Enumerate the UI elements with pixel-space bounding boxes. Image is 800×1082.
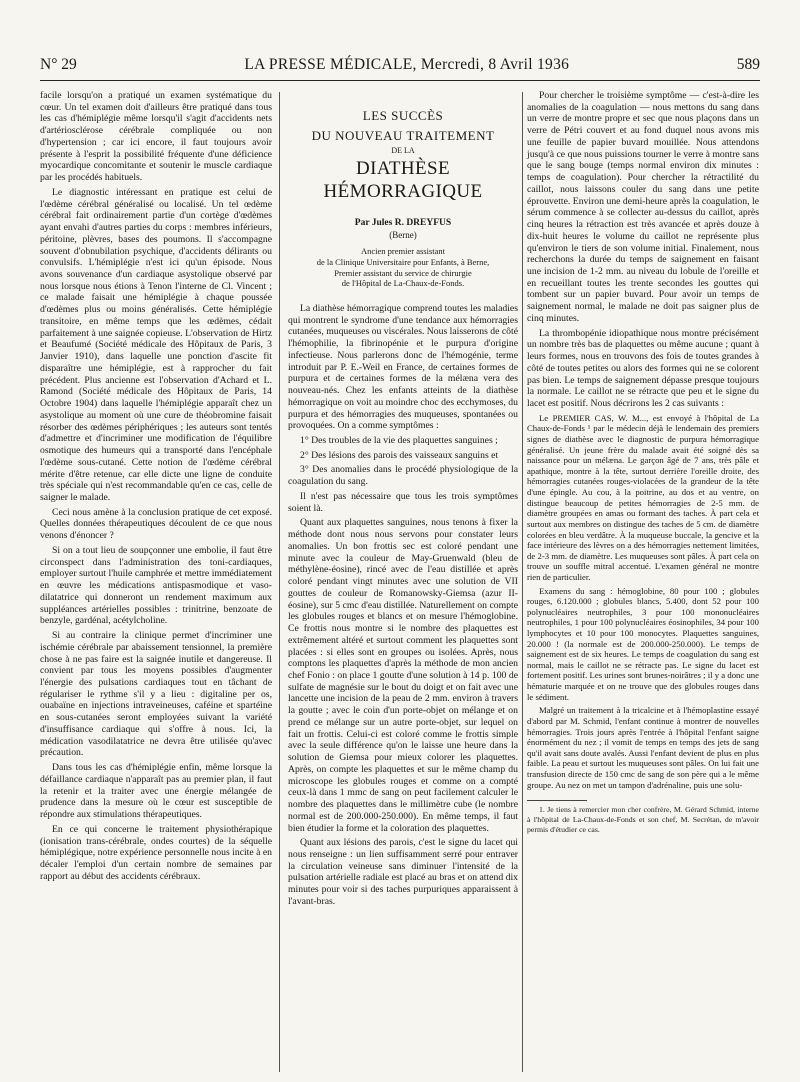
paragraph: Il n'est pas nécessaire que tous les trois symptômes soient là. [288,490,518,514]
paragraph: Si au contraire la clinique permet d'incriminer une ischémie cérébrale par abaissement tensionnel, la première chose à ne pas faire est la saignée inutile et dangereuse. Il convient par tous les moyens possibles d'augmenter l'énergie des pulsations cardiaques tout en tâchant de régulariser le rythme s'il y a lieu : digitaline per os, ouabaïne en injections intraveineuses, caféine et spartéine en sous-cutanées seront employées suivant la variété d'insuffisance cardiaque qui s'offre à nous. Ici, la médication vasodilatatrice ne devra être utilisée qu'avec précaution. [40,630,272,759]
column-divider [279,92,280,1072]
author-byline: Par Jules R. DREYFUS [354,218,452,229]
paragraph: Dans tous les cas d'hémiplégie enfin, même lorsque la défaillance cardiaque n'apparaît pas au premier plan, il faut la retenir et la traiter avec une énergie mélangée de prudence dans la mesure où le cœur est susceptible de répondre aux stimulations thérapeutiques. [40,762,272,821]
paragraph: Quant aux lésions des parois, c'est le signe du lacet qui nous renseigne : un lien suffisamment serré pour entraver la circulation veineuse sans diminuer l'intensité de la pulsation artérielle radiale est placé au bras et on attend dix minutes pour voir si des taches purpuriques apparaissent à l'avant-bras. [288,837,518,907]
credential-line: de la Clinique Universitaire pour Enfants, à Berne, [316,257,490,268]
title-line: DE LA [391,146,415,156]
credential-line: Premier assistant du service de chirurgie [334,267,472,278]
issue-number: N° 29 [40,56,77,73]
paragraph: Ceci nous amène à la conclusion pratique de cet exposé. Quelles données thérapeutiques découlent de ce que nous venons d'énoncer ? [40,506,272,542]
paragraph: 2° Des lésions des parois des vaisseaux sanguins et [300,449,499,461]
paragraph: Pour chercher le troisième symptôme — c'est-à-dire les anomalies de la coagulation — nous mettons du sang dans un verre de montre propre et sec que nous plaçons dans un verre de Pétri couvert et au fond duquel nous avons mis une feuille de papier buvard mouillée. Nous attendons jusqu'à ce que nous puissions tourner le verre à montre sans que le sang bouge (temps normal environ dix minutes : temps de coagulation). Pour chercher la rétractilité du caillot, nous laissons couler du sang dans une petite éprouvette. Environ une demi-heure après la coagulation, le sérum commence à se collecter au-dessus du caillot, après cinq heures la rétraction est très avancée et après douze à dix-huit heures le volume du caillot ne représente plus qu'environ le tiers de son volume initial. Finalement, nous recherchons la durée du temps de saignement en faisant une incision de 1-2 mm. au niveau du lobule de l'oreille et en recueillant toutes les trente secondes les gouttes qui tombent sur un papier buvard. Pour avoir un temps de saignement normal, le malade ne doit pas saigner plus de cinq minutes. [527,90,759,324]
paragraph: Si on a tout lieu de soupçonner une embolie, il faut être circonspect dans l'administration des toni-cardiaques, employer surtout l'huile camphrée et mettre immédiatement en œuvre les médications antispasmodique et vaso-dilatatrice qui donneront un rendement maximum aux suppléances artérielles possibles : trinitrine, benzoate de benzyle, gardénal, acétylcholine. [40,544,272,627]
paragraph: 1° Des troubles de la vie des plaquettes sanguines ; [300,435,498,447]
journal-title: LA PRESSE MÉDICALE, Mercredi, 8 Avril 1936 [244,56,570,73]
page-number: 589 [736,56,760,73]
author-city: (Berne) [389,229,417,240]
credential-line: Ancien premier assistant [360,246,446,257]
case-report [527,413,759,790]
title-line: LES SUCCÈS [362,108,444,123]
paragraph: La diathèse hémorragique comprend toutes les maladies qui montrent le syndrome d'une tendance aux hémorragies cutanées, muqueuses ou viscérales. Nous laisserons de côté l'hémophilie, la fibrinopénie et le purpura d'origine infectieuse. Nous parlerons donc de l'hémogénie, terme introduit par P. E.-Weil en France, de certaines formes de purpura et de certaines formes de la mélæna vera des nouveau-nés. Chez les enfants atteints de la diathèse hémorragique on voit au moindre choc des ecchymoses, du purpura et des hémorragies des muqueuses, spontanées ou provoquées. On a comme symptômes : [288,302,519,432]
paragraph: Quant aux plaquettes sanguines, nous tenons à fixer la méthode dont nous nous servons pour constater leurs anomalies. Un bon frottis sec est coloré pendant une minute avec la couleur de May-Gruenwald (bleu de méthylène-éosine), rincé avec de l'eau distillée et après coloré pendant vingt minutes avec une solution de VII gouttes de couleur de Romanowsky-Giemsa (azur II-éosine), sur 5 cmc d'eau distillée. Naturellement on compte les globules rouges et blancs et on mesure l'hémoglobine. Ce frottis nous montre si le nombre des plaquettes est extrêmement altéré et surtout comment les plaquettes sont placées : si elles sont en groupes ou isolées. Après, nous comptons les plaquettes d'après la méthode de mon ancien chef Fonio : on place 1 goutte d'une solution à 14 p. 100 de sulfate de magnésie sur le bout du doigt et on fait avec une lancette une incision de la peau de 2 mm. environ à travers la goutte ; avec le coin d'un porte-objet on mélange et on prend ce mélange sur un autre porte-objet, sur lequel on fait un frottis. Celui-ci est coloré comme le frottis simple avec la seule différence qu'on le laisse une heure dans la solution de Giemsa pour mieux colorer les plaquettes. Après, on compte les plaquettes et sur le même champ du microscope les globules rouges et comme on a compté ceux-là dans 1 mmc de sang on peut facilement calculer le nombre des plaquettes dans le millimètre cube (le nombre normal est de 200.000-250.000). En même temps, il faut bien étudier la forme et la coloration des plaquettes. [288,517,518,834]
page-header [40,50,760,81]
column-divider [522,92,523,1072]
column-left [40,90,272,885]
paragraph: La thrombopénie idiopathique nous montre précisément un nombre très bas de plaquettes ou même aucune ; quant à leurs formes, nous en trouvons des fois de toutes grandes à côté de toutes petites ou alors des formes qui ne se colorent pas bien. Le temps de saignement dépasse presque toujours la normale. Le caillot ne se rétracte que peu et le signe du lacet est positif. Nous décrirons les 2 cas suivants : [527,327,759,410]
paragraph: Le PREMIER CAS, W. M..., est envoyé à l'hôpital de La Chaux-de-Fonds ¹ par le médecin déjà le lendemain des premiers signes de diathèse avec le diagnostic de purpura hémorragique généralisé. Un jeune frère du malade avait été soigné dès sa naissance pour un mélæna. Le garçon âgé de 7 ans, très pâle et apathique, montre à la tête, surtout derrière l'oreille droite, des hémorragies cutanées rouges-violacées de la grandeur de la tête d'une épingle. Au cou, à la poitrine, au dos et au ventre, on distingue beaucoup de petites hémorragies de 2-5 mm. de diamètre groupées en amas ou formant des taches. À part cela et surtout aux membres on distingue des taches de 5 cm. de diamètre colorées en bleu verdâtre. À la muqueuse buccale, la gencive et la face intérieure des lèvres on a des hémorragies nettement limitées, de 2-3 mm. de diamètre. Les muqueuses sont pâles. À part cela on trouve un souffle mitral accentué. L'examen général ne montre rien de particulier. [527,412,759,582]
paragraph: Examens du sang : hémoglobine, 80 pour 100 ; globules rouges, 6.120.000 ; globules blancs, 5.400, dont 52 pour 100 polynucléaires neutrophiles, 3 pour 100 mononucléaires neutrophiles, 1 pour 100 polynucléaires éosinophiles, 34 pour 100 lymphocytes et 10 pour 100 monocytes. Plaquettes sanguines, 20.000 ! (la normale est de 200.000-250.000). Le temps de saignement est de six heures. Le temps de coagulation du sang est normal, mais le caillot ne se rétracte pas. Le signe du lacet est fortement positif. Les urines sont brunes-noirâtres ; il y a donc une hématurie marquée et on ne trouve que des globules rouges dans le sédiment. [527,585,759,702]
paragraph: 3° Des anomalies dans le procédé physiologique de la coagulation du sang. [288,464,518,488]
column-center [288,90,518,911]
paragraph: Malgré un traitement à la tricalcine et à l'hémoplastine essayé d'abord par M. Schmid, l'enfant continue à montrer de nouvelles hémorragies. Trois jours après l'entrée à l'hôpital l'enfant saigne énormément du nez ; il vomit de temps en temps des jets de sang qu'il avait sans doute avalés. Aussi l'enfant devient de plus en plus faible. La peau et surtout les muqueuses sont pâles. On lui fait une transfusion directe de 150 cmc de sang de son père qui a le même groupe. Au nez on met un tampon d'adrénaline, puis une solu- [527,705,759,790]
footnote: 1. Je tiens à remercier mon cher confrère, M. Gérard Schmid, interne à l'hôpital de La-Chaux-de-Fonds et son chef, M. Secrétan, de m'avoir permis d'étudier ce cas. [527,805,759,834]
author-credentials [288,246,518,289]
title-line: DIATHÈSE HÉMORRAGIQUE [323,158,483,203]
paragraph: facile lorsqu'on a pratiqué un examen systématique du cœur. Un tel examen doit d'ailleurs être pratiqué dans tous les cas d'hémiplégie même lorsqu'il s'agit d'accidents nets d'artériosclérose cérébrale compliquée ou non d'hypertension ; car ici encore, il faut toujours avoir présente à l'esprit la possibilité fréquente d'une déficience myocardique concomitante et soutenir le muscle cardiaque par les procédés habituels. [40,90,272,184]
footnote-divider [527,800,587,801]
article-title [288,108,518,204]
paragraph: Le diagnostic intéressant en pratique est celui de l'œdème cérébral généralisé ou localisé. Un tel œdème cérébral fait ordinairement partie d'un cortège d'œdèmes ayant envahi d'autres parties du corps : membres inférieurs, péritoine, plèvres, bases des poumons. Il s'accompagne souvent d'obnubilation psychique, d'accidents délirants ou convulsifs. L'hémiplégie n'est ici qu'un épisode. Nous avons souvenance d'un cardiaque asystolique observé par nous lorsque nous étions à Tenon l'interne de Cl. Vincent ; ce malade faisait une hémiplégie à chaque poussée d'œdèmes plus ou moins généralisés. Cette hémiplégie transitoire, en même temps que les œdèmes, cédait parfaitement à une saignée copieuse. L'observation de Hirtz et Beaufumé (Société médicale des Hôpitaux de Paris, 3 Janvier 1910), dans laquelle une ponction d'ascite fit disparaître une hémiplégie, est à rapprocher du fait précédent. Plus ancienne est l'observation d'Achard et L. Ramond (Société médicale des Hôpitaux de Paris, 14 Octobre 1904) dans laquelle l'hémiplégie apparaît chez un asystolique au moment où une cure de théobromine faisait résorber des œdèmes périphériques ; les auteurs sont tentés d'admettre et d'incriminer une modification de l'équilibre osmotique des humeurs qui a transporté dans l'encéphale l'œdème sous-cutané. Cette notion de l'œdème cérébral mérite d'être retenue, car elle dicte une ligne de conduite très spéciale qui n'est recommandable qu'en ce cas, celle de saigner le malade. [40,186,272,503]
paragraph: En ce qui concerne le traitement physiothérapique (ionisation trans-cérébrale, ondes courtes) de la séquelle hémiplégique, notre expérience personnelle nous incite à en décaler l'emploi d'un certain nombre de semaines par rapport au début des accidents cérébraux. [40,823,272,882]
credential-line: de l'Hôpital de La-Chaux-de-Fonds. [341,278,465,289]
column-right [527,90,759,834]
title-line: DU NOUVEAU TRAITEMENT [311,127,495,143]
